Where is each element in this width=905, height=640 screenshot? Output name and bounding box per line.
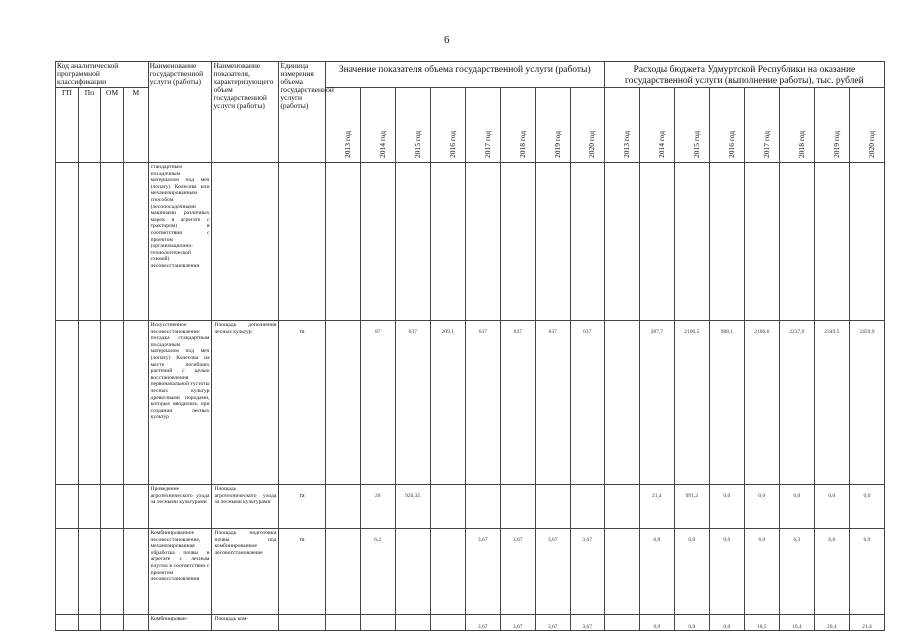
service-cell: Комбинированное лесовосстановление, механизированная обработка почвы в агрегате с лесным плугом в соответствии с проектом лесовосстановления [148,529,212,615]
table-row [56,529,885,615]
budget-cell: 0,0 [674,615,709,631]
budget-cell [814,163,849,321]
budget-cell: 2459,9 [849,321,884,485]
code-cell [56,485,79,529]
budget-cell: 2237,0 [779,321,814,485]
indicator-cell [212,163,279,321]
code-cell [123,529,148,615]
code-cell [78,615,101,631]
volume-cell: 6,2 [360,529,395,615]
budget-cell [779,163,814,321]
code-cell [56,529,79,615]
budget-cell: 21,4 [639,485,674,529]
table-row [56,321,885,485]
header-code-om: ОМ [101,88,124,163]
header-year: 2020 год [570,88,604,163]
header-year: 2015 год [674,88,709,163]
table-row [56,163,885,321]
code-cell [101,529,124,615]
budget-cell: 6,9 [849,529,884,615]
budget-cell [849,163,884,321]
budget-cell: 0,0 [709,615,744,631]
code-cell [101,321,124,485]
budget-cell: 6,0 [744,529,779,615]
budget-cell: 0,0 [674,529,709,615]
budget-cell: 2349,5 [814,321,849,485]
header-code-gp: ГП [56,88,79,163]
volume-cell: 20 [360,485,395,529]
volume-cell: 3,67 [535,615,570,631]
budget-cell: 0,0 [849,485,884,529]
budget-cell [674,163,709,321]
code-cell [78,485,101,529]
unit-cell [279,163,325,321]
code-cell [56,163,79,321]
header-year: 2019 год [535,88,570,163]
volume-cell [395,163,430,321]
unit-cell: га [279,529,325,615]
budget-cell: 2106,5 [674,321,709,485]
code-cell [123,615,148,631]
volume-cell [395,615,430,631]
unit-cell: га [279,485,325,529]
header-year: 2016 год [709,88,744,163]
volume-cell: 87 [360,321,395,485]
header-service: Наименование государственной услуги (работы) [148,62,212,163]
volume-cell: 3,67 [570,529,604,615]
header-year: 2018 год [500,88,535,163]
header-year: 2017 год [744,88,779,163]
table-row [56,615,885,631]
volume-cell: 637 [395,321,430,485]
budget-cell: 18,5 [744,615,779,631]
volume-cell [360,163,395,321]
service-cell: Проведение агротехнического ухода за лесными культурами [148,485,212,529]
volume-cell [500,163,535,321]
header-year: 2013 год [325,88,360,163]
volume-cell: 3,67 [465,529,500,615]
budget-cell: 9,0 [639,615,674,631]
volume-cell [325,615,360,631]
service-cell: Комбинирован- [148,615,212,631]
budget-cell [604,529,639,615]
volume-cell [465,163,500,321]
budget-cell [604,485,639,529]
header-year: 2013 год [604,88,639,163]
header-unit: Единица измерения объема государственной услуги (работы) [279,62,325,163]
budget-cell: 6,6 [814,529,849,615]
code-cell [78,321,101,485]
code-cell [78,529,101,615]
budget-cell: 0,0 [814,485,849,529]
volume-cell [360,615,395,631]
header-year: 2019 год [814,88,849,163]
code-cell [123,321,148,485]
unit-cell [279,615,325,631]
volume-cell: 3,67 [535,529,570,615]
budget-cell: 0,0 [779,485,814,529]
budget-cell: 20,4 [814,615,849,631]
volume-cell: 209,1 [430,321,465,485]
code-cell [123,485,148,529]
budget-cell [709,163,744,321]
volume-cell [430,485,465,529]
volume-cell [430,529,465,615]
header-year: 2017 год [465,88,500,163]
unit-cell: га [279,321,325,485]
service-cell: стандартным посадочным материалом под меч (лопату) Колесова или механизированным способом (лесопосадочными машинами различных марок в агрегате с трактором) в соответствии с проектом (организационно-технологической схемой) лесовосстановления [148,163,212,321]
header-year: 2014 год [639,88,674,163]
budget-cell: 6,3 [779,529,814,615]
volume-cell: 637 [465,321,500,485]
budget-cell [744,163,779,321]
code-cell [56,615,79,631]
budget-cell: 991,2 [674,485,709,529]
table-body [56,163,885,631]
volume-cell: 926,35 [395,485,430,529]
indicator-cell: Площадь агротехнического ухода за лесными культурами [212,485,279,529]
volume-cell [430,163,465,321]
budget-cell: 6,8 [639,529,674,615]
budget-cell: 21,4 [849,615,884,631]
volume-cell [535,163,570,321]
header-year: 2018 год [779,88,814,163]
volume-cell [325,529,360,615]
code-cell [101,163,124,321]
volume-cell: 3,67 [570,615,604,631]
table-row [56,485,885,529]
budget-cell: 0,0 [709,529,744,615]
volume-cell [325,163,360,321]
header-year: 2020 год [849,88,884,163]
volume-cell: 3,67 [500,615,535,631]
volume-cell [500,485,535,529]
budget-cell [604,321,639,485]
volume-cell [325,321,360,485]
header-code-pp: Пп [78,88,101,163]
header-budget: Расходы бюджета Удмуртской Республики на оказание государственной услуги (выполнение работы), тыс. рублей [604,62,884,88]
volume-cell [570,163,604,321]
budget-cell [604,615,639,631]
header-volume: Значение показателя объема государственной услуги (работы) [325,62,604,88]
volume-cell: 3,67 [500,529,535,615]
volume-cell [325,485,360,529]
budget-cell: 988,1 [709,321,744,485]
indicator-cell: Площадь подготовки почвы под комбинированное лесовосстановление [212,529,279,615]
volume-cell [465,485,500,529]
volume-cell [430,615,465,631]
header-year: 2014 год [360,88,395,163]
header-indicator: Наименование показателя, характеризующего объем государственной услуги (работы) [212,62,279,163]
volume-cell [570,485,604,529]
header-year: 2015 год [395,88,430,163]
budget-cell: 2106,6 [744,321,779,485]
volume-cell: 3,67 [465,615,500,631]
budget-cell: 287,7 [639,321,674,485]
indicator-cell: Площадь дополнения лесных культур [212,321,279,485]
header-code-m: М [123,88,148,163]
volume-cell: 637 [500,321,535,485]
budget-cell: 0,0 [709,485,744,529]
code-cell [101,485,124,529]
volume-cell [395,529,430,615]
page-number: 6 [444,34,450,46]
volume-cell: 637 [535,321,570,485]
budget-cell: 19,4 [779,615,814,631]
service-cell: Искусственное лесовосстановление: посадка стандартным посадочным материалом под меч (лопату) Колесова на месте погибших растений с целью восстановления первоначальной густоты лесных культур древесными породами, которые вводились при создании лесных культур [148,321,212,485]
code-cell [56,321,79,485]
volume-cell [535,485,570,529]
indicator-cell: Площадь ком- [212,615,279,631]
code-cell [101,615,124,631]
budget-cell [604,163,639,321]
header-year: 2016 год [430,88,465,163]
code-cell [78,163,101,321]
header-code: Код аналитической программной классификации [56,62,149,88]
budget-cell: 0,0 [744,485,779,529]
budget-cell [639,163,674,321]
state-services-table [55,61,885,631]
code-cell [123,163,148,321]
volume-cell: 637 [570,321,604,485]
